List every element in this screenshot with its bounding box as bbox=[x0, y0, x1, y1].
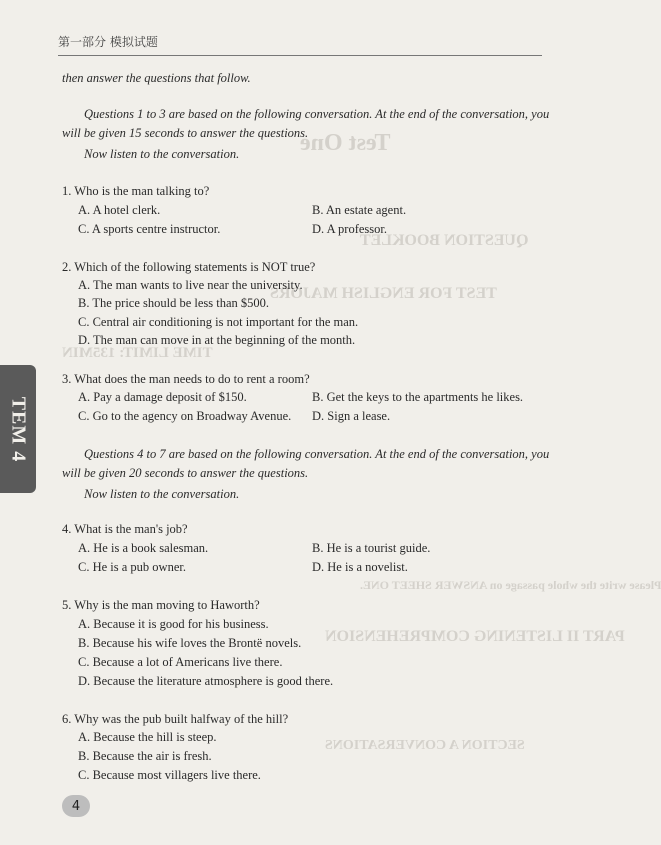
option-1c: C. A sports centre instructor. bbox=[78, 222, 221, 236]
question-2: 2. Which of the following statements is NOT true? bbox=[62, 260, 316, 274]
showthrough-text: Please write the whole passage on ANSWER SHEET ONE. bbox=[360, 578, 661, 592]
question-3: 3. What does the man needs to do to rent a room? bbox=[62, 372, 310, 386]
question-1: 1. Who is the man talking to? bbox=[62, 184, 210, 198]
option-5a: A. Because it is good for his business. bbox=[78, 617, 269, 631]
option-6a: A. Because the hill is steep. bbox=[78, 730, 217, 744]
side-tab-label: TEM 4 bbox=[7, 396, 30, 462]
question-5: 5. Why is the man moving to Haworth? bbox=[62, 598, 260, 612]
showthrough-text: PART II LISTENING COMPREHENSION bbox=[325, 628, 625, 645]
option-2a: A. The man wants to live near the university. bbox=[78, 278, 303, 292]
question-6: 6. Why was the pub built halfway of the hill? bbox=[62, 712, 289, 726]
option-5b: B. Because his wife loves the Brontë novels. bbox=[78, 636, 302, 650]
showthrough-text: TEST FOR ENGLISH MAJORS bbox=[270, 285, 497, 302]
showthrough-text: SECTION A CONVERSATIONS bbox=[325, 738, 525, 753]
section2-instruction: will be given 20 seconds to answer the questions. bbox=[62, 466, 309, 480]
showthrough-text: TIME LIMIT: 135MIN bbox=[62, 345, 213, 361]
showthrough-text: QUESTION BOOKLET bbox=[360, 232, 529, 249]
option-4b: B. He is a tourist guide. bbox=[312, 541, 431, 555]
option-3d: D. Sign a lease. bbox=[312, 409, 391, 423]
option-3b: B. Get the keys to the apartments he likes. bbox=[312, 390, 524, 404]
option-3c: C. Go to the agency on Broadway Avenue. bbox=[78, 409, 292, 423]
option-1a: A. A hotel clerk. bbox=[78, 203, 161, 217]
intro-text: then answer the questions that follow. bbox=[62, 71, 251, 85]
option-4c: C. He is a pub owner. bbox=[78, 560, 186, 574]
page-header: 第一部分 模拟试题 bbox=[58, 33, 542, 56]
showthrough-text: Test One bbox=[300, 130, 391, 156]
option-2d: D. The man can move in at the beginning of the month. bbox=[78, 333, 356, 347]
option-4d: D. He is a novelist. bbox=[312, 560, 408, 574]
option-1d: D. A professor. bbox=[312, 222, 387, 236]
option-5c: C. Because a lot of Americans live there. bbox=[78, 655, 283, 669]
side-tab bbox=[0, 365, 36, 493]
option-6c: C. Because most villagers live there. bbox=[78, 768, 261, 782]
option-1b: B. An estate agent. bbox=[312, 203, 407, 217]
question-4: 4. What is the man's job? bbox=[62, 522, 188, 536]
option-5d: D. Because the literature atmosphere is good there. bbox=[78, 674, 334, 688]
option-6b: B. Because the air is fresh. bbox=[78, 749, 212, 763]
option-2b: B. The price should be less than $500. bbox=[78, 296, 270, 310]
section1-instruction: Questions 1 to 3 are based on the following conversation. At the end of the conversation, you bbox=[84, 107, 550, 121]
page-number: 4 bbox=[62, 795, 90, 817]
section2-listen: Now listen to the conversation. bbox=[84, 487, 240, 501]
section1-listen: Now listen to the conversation. bbox=[84, 147, 240, 161]
section1-instruction: will be given 15 seconds to answer the questions. bbox=[62, 126, 309, 140]
option-3a: A. Pay a damage deposit of $150. bbox=[78, 390, 247, 404]
option-2c: C. Central air conditioning is not important for the man. bbox=[78, 315, 359, 329]
section2-instruction: Questions 4 to 7 are based on the following conversation. At the end of the conversation, you bbox=[84, 447, 550, 461]
option-4a: A. He is a book salesman. bbox=[78, 541, 209, 555]
